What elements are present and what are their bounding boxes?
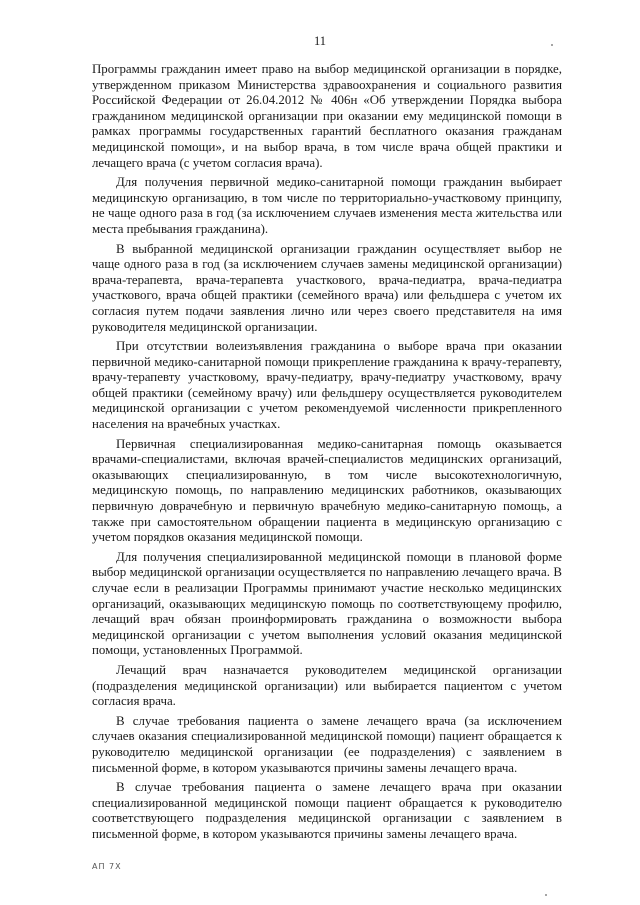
footer-mark: АП 7Х	[92, 862, 122, 871]
paragraph-5: Первичная специализированная медико-санитарная помощь оказывается врачами-специалистами, включая врачей-специалистов медицинских организаций, оказывающих специализированную, в том числе высокотехнологичную, медицинскую помощь, по направлению медицинских работников, оказывающих первичную доврачебную и первичную врачебную медико-санитарную помощь, а также при самостоятельном обращении пациента в медицинскую организацию с учетом порядков оказания медицинской помощи.	[92, 436, 562, 545]
scan-speck	[545, 894, 547, 896]
paragraph-7: Лечащий врач назначается руководителем медицинской организации (подразделения медицинской организации) или выбирается пациентом с учетом согласия врача.	[92, 662, 562, 709]
paragraph-1: Программы гражданин имеет право на выбор медицинской организации в порядке, утвержденном приказом Министерства здравоохранения и социального развития Российской Федерации от 26.04.2012 № 406н «Об утверждении Порядка выбора гражданином медицинской организации при оказании ему медицинской помощи в рамках программы государственных гарантий бесплатного оказания гражданам медицинской помощи», и на выбор врача, в том числе врача общей практики и лечащего врача (с учетом согласия врача).	[92, 62, 562, 170]
paragraph-6: Для получения специализированной медицинской помощи в плановой форме выбор медицинской организации осуществляется по направлению лечащего врача. В случае если в реализации Программы принимают участие несколько медицинских организаций, оказывающих медицинскую помощь по соответствующему профилю, лечащий врач обязан проинформировать гражданина о возможности выбора медицинской организации с учетом выполнения условий оказания медицинской помощи, установленных Программой.	[92, 549, 562, 658]
page-number: 11	[313, 34, 327, 48]
paragraph-3: В выбранной медицинской организации гражданин осуществляет выбор не чаще одного раза в год (за исключением случаев замены медицинской организации) врача-терапевта, врача-терапевта участкового, врача-педиатра, врача-педиатра участкового, врача общей практики (семейного врача) или фельдшера с учетом их согласия путем подачи заявления лично или через своего представителя на имя руководителя медицинской организации.	[92, 241, 562, 334]
document-body	[92, 62, 562, 847]
paragraph-4: При отсутствии волеизъявления гражданина о выборе врача при оказании первичной медико-санитарной помощи прикрепление гражданина к врачу-терапевту, врачу-терапевту участковому, врачу-педиатру, врачу-педиатру участковому, врачу общей практики (семейному врачу) или фельдшеру осуществляется руководителем медицинской организации с учетом рекомендуемой численности прикрепленного населения на врачебных участках.	[92, 339, 562, 432]
paragraph-8: В случае требования пациента о замене лечащего врача (за исключением случаев оказания специализированной медицинской помощи) пациент обращается к руководителю медицинской организации (ее подразделения) с заявлением в письменной форме, в котором указываются причины замены лечащего врача.	[92, 713, 562, 775]
paragraph-2: Для получения первичной медико-санитарной помощи гражданин выбирает медицинскую организацию, в том числе по территориально-участковому принципу, не чаще одного раза в год (за исключением случаев изменения места жительства или места пребывания гражданина).	[92, 175, 562, 236]
paragraph-9: В случае требования пациента о замене лечащего врача при оказании специализированной медицинской помощи пациент обращается к руководителю соответствующего подразделения медицинской организации с заявлением в письменной форме, в котором указываются причины замены лечащего врача.	[92, 780, 562, 841]
scan-speck	[551, 44, 553, 46]
